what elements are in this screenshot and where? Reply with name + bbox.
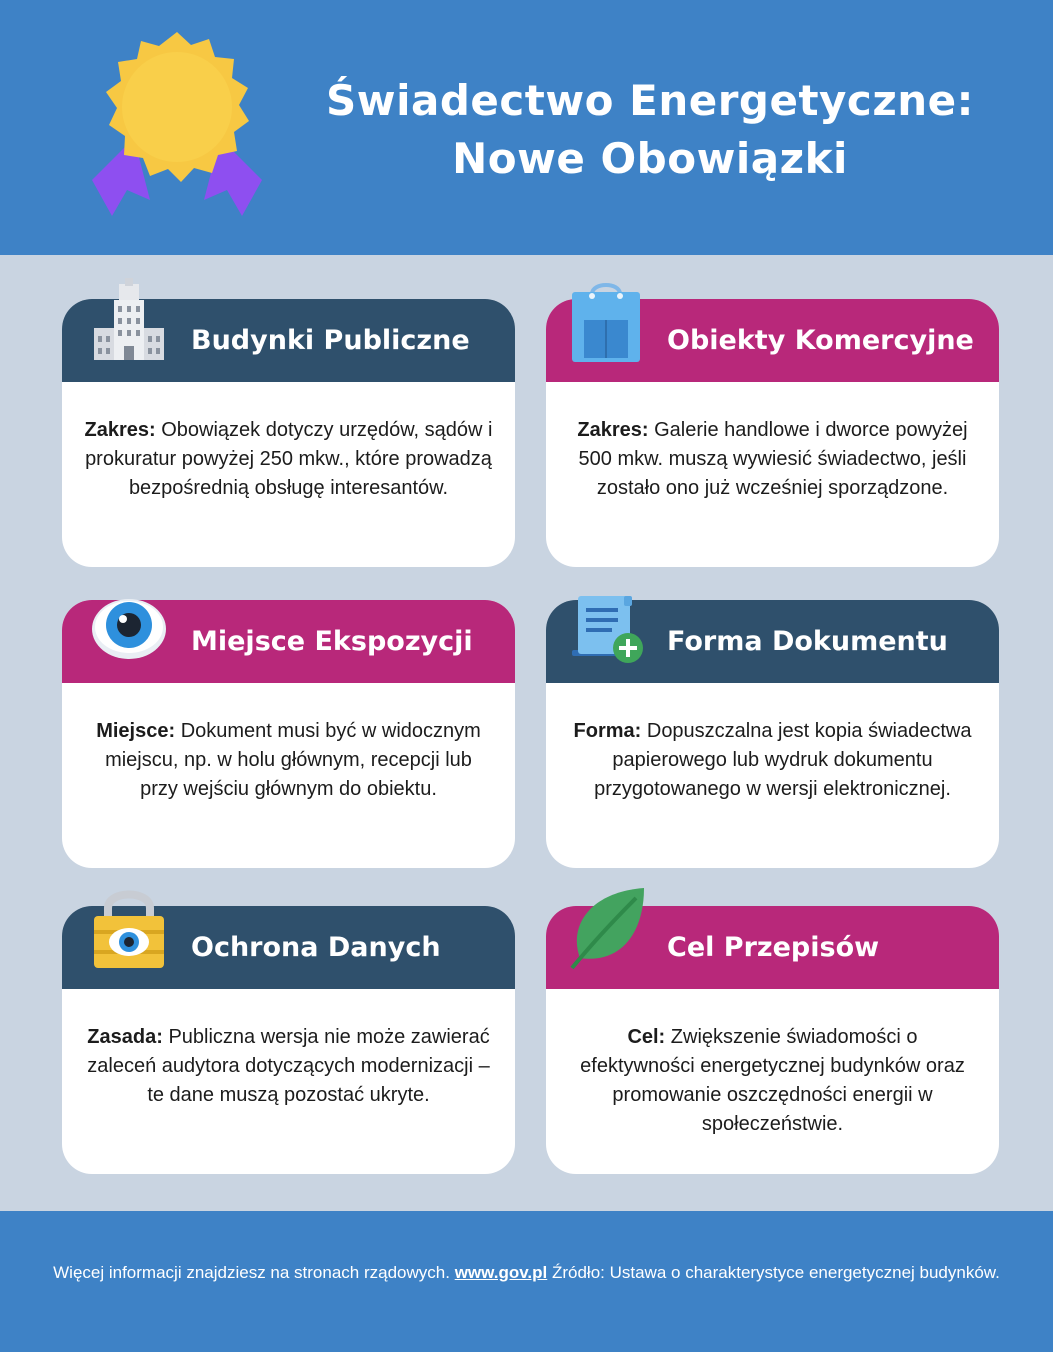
- card-text: Obowiązek dotyczy urzędów, sądów i prokuratur powyżej 250 mkw., które prowadzą bezpośrednią obsługę interesantów.: [85, 419, 493, 499]
- leaf-icon: [566, 886, 648, 972]
- document-add-icon: [568, 592, 646, 666]
- card-label: Cel:: [627, 1026, 666, 1048]
- award-badge-icon: [72, 30, 282, 225]
- card-text: Dokument musi być w widocznym miejscu, np. w holu głównym, recepcji lub przy wejściu głównym do obiektu.: [105, 720, 481, 800]
- card-body: [546, 382, 999, 503]
- card-title: Budynki Publiczne: [191, 325, 470, 356]
- card-label: Forma:: [573, 720, 642, 742]
- card-label: Miejsce:: [96, 720, 176, 742]
- card-body: [62, 989, 515, 1110]
- card-title: Ochrona Danych: [191, 932, 441, 963]
- privacy-lock-icon: [90, 886, 168, 972]
- title-line-1: Świadectwo Energetyczne:: [326, 76, 974, 125]
- card-body: [62, 683, 515, 804]
- card-title: Miejsce Ekspozycji: [191, 626, 473, 657]
- card-label: Zasada:: [87, 1026, 163, 1048]
- card-text: Zwiększenie świadomości o efektywności energetycznej budynków oraz promowanie oszczędności energii w społeczeństwie.: [580, 1026, 965, 1135]
- building-icon: [90, 278, 168, 362]
- footer-text: [0, 1263, 1053, 1283]
- page-title: [300, 72, 1000, 188]
- card-body: [546, 989, 999, 1139]
- card-body: [546, 683, 999, 804]
- footer: [0, 1211, 1053, 1352]
- card-text: Galerie handlowe i dworce powyżej 500 mkw. muszą wywiesić świadectwo, jeśli zostało ono już wcześniej sporządzone.: [578, 419, 968, 499]
- card-label: Zakres:: [577, 419, 649, 441]
- gov-link[interactable]: www.gov.pl: [454, 1263, 548, 1282]
- card-title: Obiekty Komercyjne: [667, 325, 974, 356]
- card-title: Cel Przepisów: [667, 932, 880, 963]
- header-banner: [0, 0, 1053, 255]
- card-text: Publiczna wersja nie może zawierać zaleceń audytora dotyczących modernizacji – te dane muszą pozostać ukryte.: [87, 1026, 490, 1106]
- eye-icon: [90, 595, 168, 663]
- shopping-bag-icon: [570, 280, 642, 362]
- card-title: Forma Dokumentu: [667, 626, 948, 657]
- card-text: Dopuszczalna jest kopia świadectwa papierowego lub wydruk dokumentu przygotowanego w wersji elektronicznej.: [594, 720, 972, 800]
- footer-source: Źródło: Ustawa o charakterystyce energetycznej budynków.: [547, 1263, 1000, 1282]
- footer-intro: Więcej informacji znajdziesz na stronach rządowych.: [53, 1263, 455, 1282]
- title-line-2: Nowe Obowiązki: [452, 134, 848, 183]
- card-label: Zakres:: [84, 419, 156, 441]
- card-body: [62, 382, 515, 503]
